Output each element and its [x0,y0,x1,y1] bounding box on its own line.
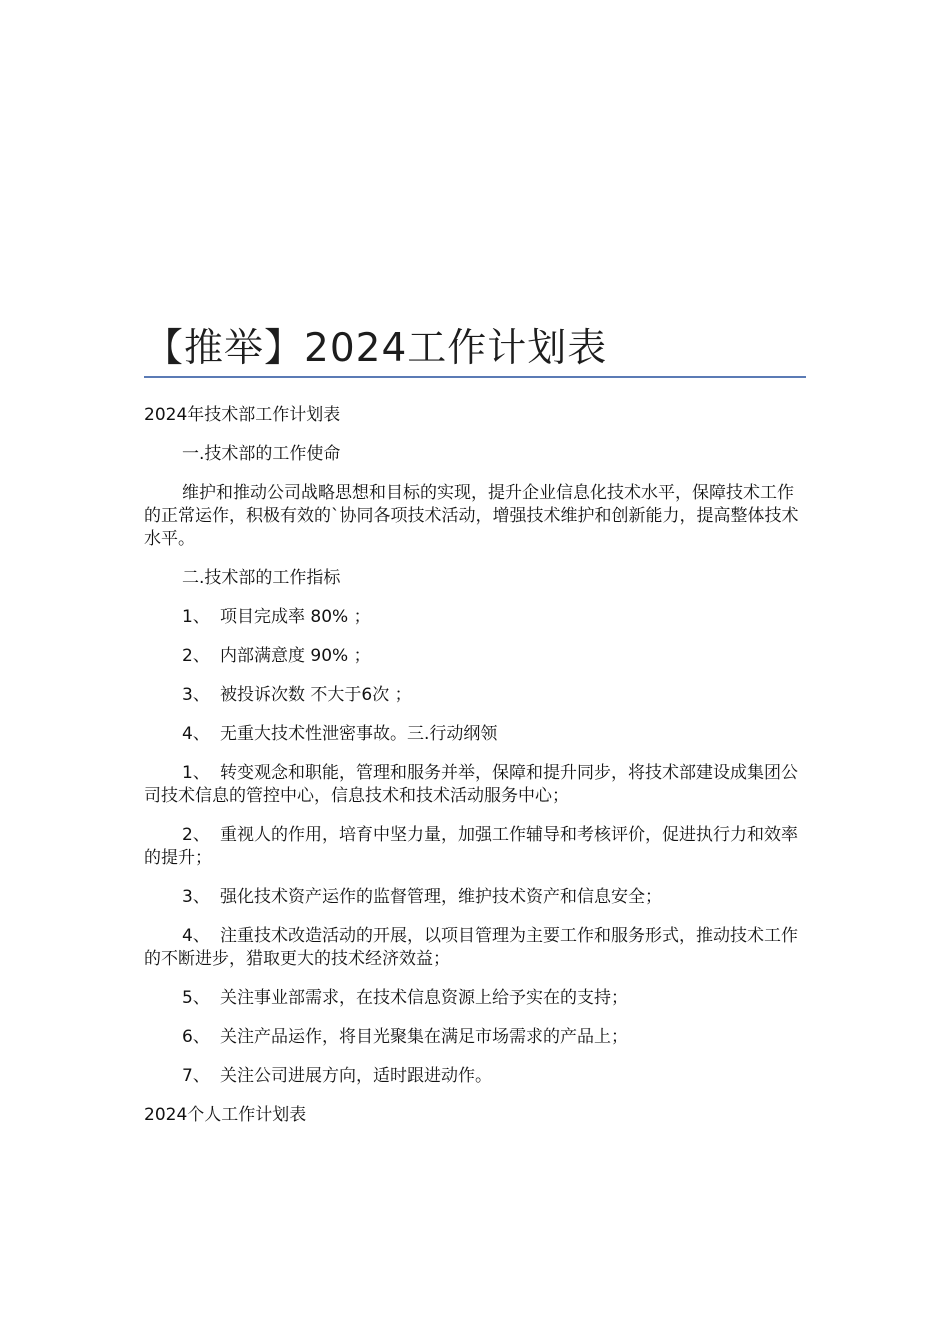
action-item [144,1026,806,1049]
item-number: 2、 [182,646,210,666]
action-item [144,1065,806,1088]
item-number: 1、 [182,763,210,783]
section-2-heading: 二.技术部的工作指标 [182,568,341,588]
item-text: 项目完成率 80% ； [220,607,371,627]
item-number: 7、 [182,1066,210,1086]
section-1-heading: 一.技术部的工作使命 [182,444,341,464]
document-body [144,404,806,1127]
item-number: 4、 [182,724,210,744]
item-number: 3、 [182,887,210,907]
action-item [144,886,806,909]
item-number: 3、 [182,685,210,705]
item-text: 内部满意度 90% ； [220,646,371,666]
section-1-text: 维护和推动公司战略思想和目标的实现，提升企业信息化技术水平，保障技术工作的正常运作，积极有效的`协同各项技术活动，增强技术维护和创新能力，提高整体技术水平。 [144,483,799,549]
indicator-item [144,645,806,668]
action-item [144,762,806,808]
item-text: 关注产品运作，将目光聚集在满足市场需求的产品上； [220,1027,628,1047]
indicator-item [144,684,806,707]
item-text: 重视人的作用，培育中坚力量，加强工作辅导和考核评价，促进执行力和效率的提升； [144,825,798,868]
action-item [144,824,806,870]
action-item [144,987,806,1010]
subtitle-personal-plan: 2024个人工作计划表 [144,1105,307,1125]
title-underline [144,376,806,378]
item-number: 2、 [182,825,210,845]
item-text: 转变观念和职能，管理和服务并举，保障和提升同步，将技术部建设成集团公司技术信息的管控中心，信息技术和技术活动服务中心； [144,763,798,806]
document-title: 【推举】2024工作计划表 [144,326,608,371]
item-text: 被投诉次数 不大于6次 ； [220,685,412,705]
item-text: 无重大技术性泄密事故。三.行动纲领 [220,724,498,744]
item-text: 强化技术资产运作的监督管理，维护技术资产和信息安全； [220,887,662,907]
indicator-item [144,606,806,629]
item-number: 1、 [182,607,210,627]
item-text: 关注公司进展方向，适时跟进动作。 [220,1066,492,1086]
item-text: 关注事业部需求，在技术信息资源上给予实在的支持； [220,988,628,1008]
item-number: 5、 [182,988,210,1008]
item-number: 6、 [182,1027,210,1047]
subtitle-tech-plan: 2024年技术部工作计划表 [144,405,341,425]
item-number: 4、 [182,926,210,946]
action-item [144,925,806,971]
item-text: 注重技术改造活动的开展，以项目管理为主要工作和服务形式，推动技术工作的不断进步，猎取更大的技术经济效益； [144,926,798,969]
indicator-item [144,723,806,746]
